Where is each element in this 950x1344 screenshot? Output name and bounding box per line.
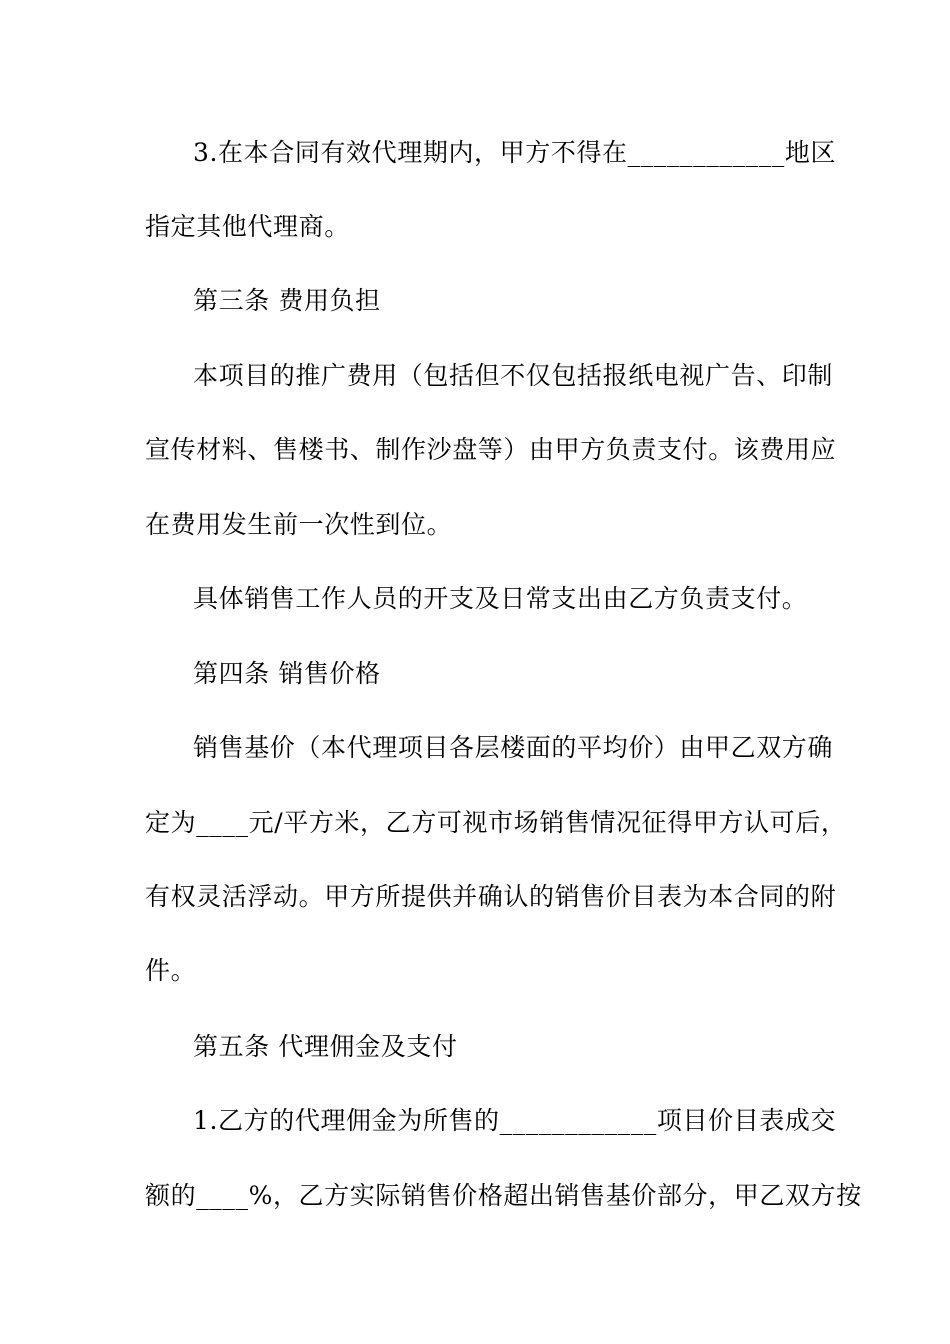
article-5-heading: 第五条 代理佣金及支付 (193, 1032, 458, 1061)
article-3-heading: 第三条 费用负担 (193, 286, 381, 315)
article-4-heading: 第四条 销售价格 (193, 659, 381, 688)
clause-3-line-1: 3.在本合同有效代理期内，甲方不得在____________地区 (193, 138, 837, 167)
article-5-clause-1-line-2: 额的____%，乙方实际销售价格超出销售基价部分，甲乙双方按 (145, 1181, 862, 1210)
clause-3-line-2: 指定其他代理商。 (145, 212, 350, 241)
article-4-paragraph-line-1: 销售基价（本代理项目各层楼面的平均价）由甲乙双方确 (193, 733, 834, 762)
article-4-paragraph-line-4: 件。 (145, 956, 197, 985)
article-5-clause-1-line-1: 1.乙方的代理佣金为所售的____________项目价目表成交 (193, 1106, 837, 1135)
article-4-paragraph-line-3: 有权灵活浮动。甲方所提供并确认的销售价目表为本合同的附 (145, 882, 837, 911)
article-3-paragraph-line-2: 宣传材料、售楼书、制作沙盘等）由甲方负责支付。该费用应 (145, 435, 837, 464)
article-4-paragraph-line-2: 定为____元/平方米，乙方可视市场销售情况征得甲方认可后， (145, 808, 847, 837)
article-3-paragraph-2: 具体销售工作人员的开支及日常支出由乙方负责支付。 (193, 584, 808, 613)
article-3-paragraph-line-3: 在费用发生前一次性到位。 (145, 510, 453, 539)
article-3-paragraph-line-1: 本项目的推广费用（包括但不仅包括报纸电视广告、印制 (193, 361, 834, 390)
